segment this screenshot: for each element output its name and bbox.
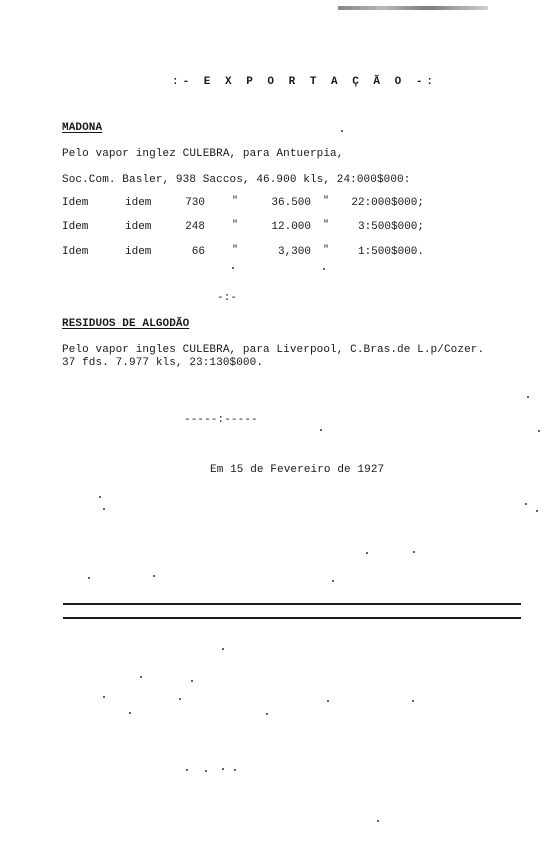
scan-speck [527,396,529,398]
row-kilos: 12.000 [271,221,311,233]
section-separator: -:- [217,292,238,304]
scan-speck [205,770,207,772]
scan-speck [153,575,155,577]
scan-speck [186,769,188,771]
row-value: 1:500$000. [357,246,424,258]
document-title: :- E X P O R T A Ç Ã O -: [172,76,438,88]
residuos-line-2: 37 fds. 7.977 kls, 23:130$000. [62,357,264,369]
scan-speck [377,820,379,822]
section-heading-madona: MADONA [62,122,103,134]
scan-speck [140,676,142,678]
scan-speck [234,769,236,771]
ditto-mark: " [232,245,239,256]
row-label: idem [125,197,152,209]
scan-speck [232,267,234,269]
scan-speck [412,700,414,702]
row-kilos: 3,300 [277,246,311,258]
madona-line-1: Pelo vapor inglez CULEBRA, para Antuerpia, [62,148,344,160]
scan-speck [222,648,224,650]
scan-speck [103,508,105,510]
ditto-mark: " [323,220,330,231]
scan-speck [341,130,343,132]
scan-speck [525,503,527,505]
scan-artifact [338,6,488,10]
ditto-mark: " [323,196,330,207]
scan-speck [88,577,90,579]
row-saccos: 730 [185,197,205,209]
scan-speck [266,713,268,715]
ditto-mark: " [232,220,239,231]
scan-speck [538,430,540,432]
scan-speck [413,551,415,553]
ditto-mark: " [323,245,330,256]
scan-speck [536,510,538,512]
scan-speck [332,580,334,582]
scan-speck [129,712,131,714]
scan-speck [191,680,193,682]
row-label: Idem [62,197,89,209]
row-value: 3:500$000; [357,221,424,233]
footer-rule [63,617,521,619]
row-value: 22:000$000; [351,197,424,209]
row-saccos: 248 [185,221,205,233]
scan-speck [99,496,101,498]
scan-speck [366,552,368,554]
row-saccos: 66 [191,246,205,258]
section-separator: -----:----- [184,414,258,426]
row-kilos: 36.500 [271,197,311,209]
ditto-mark: " [232,196,239,207]
scan-speck [179,698,181,700]
scan-speck [222,768,224,770]
scan-speck [327,700,329,702]
scan-speck [103,696,105,698]
madona-line-2: Soc.Com. Basler, 938 Saccos, 46.900 kls, 24:000$000: [62,174,411,186]
scan-speck [320,429,322,431]
scan-speck [323,268,325,270]
row-label: idem [125,246,152,258]
document-date: Em 15 de Fevereiro de 1927 [210,464,385,476]
residuos-line-1: Pelo vapor ingles CULEBRA, para Liverpool, C.Bras.de L.p/Cozer. [62,344,485,356]
footer-rule [63,603,521,605]
section-heading-residuos: RESIDUOS DE ALGODÃO [62,318,190,330]
row-label: Idem [62,246,89,258]
row-label: idem [125,221,152,233]
row-label: Idem [62,221,89,233]
